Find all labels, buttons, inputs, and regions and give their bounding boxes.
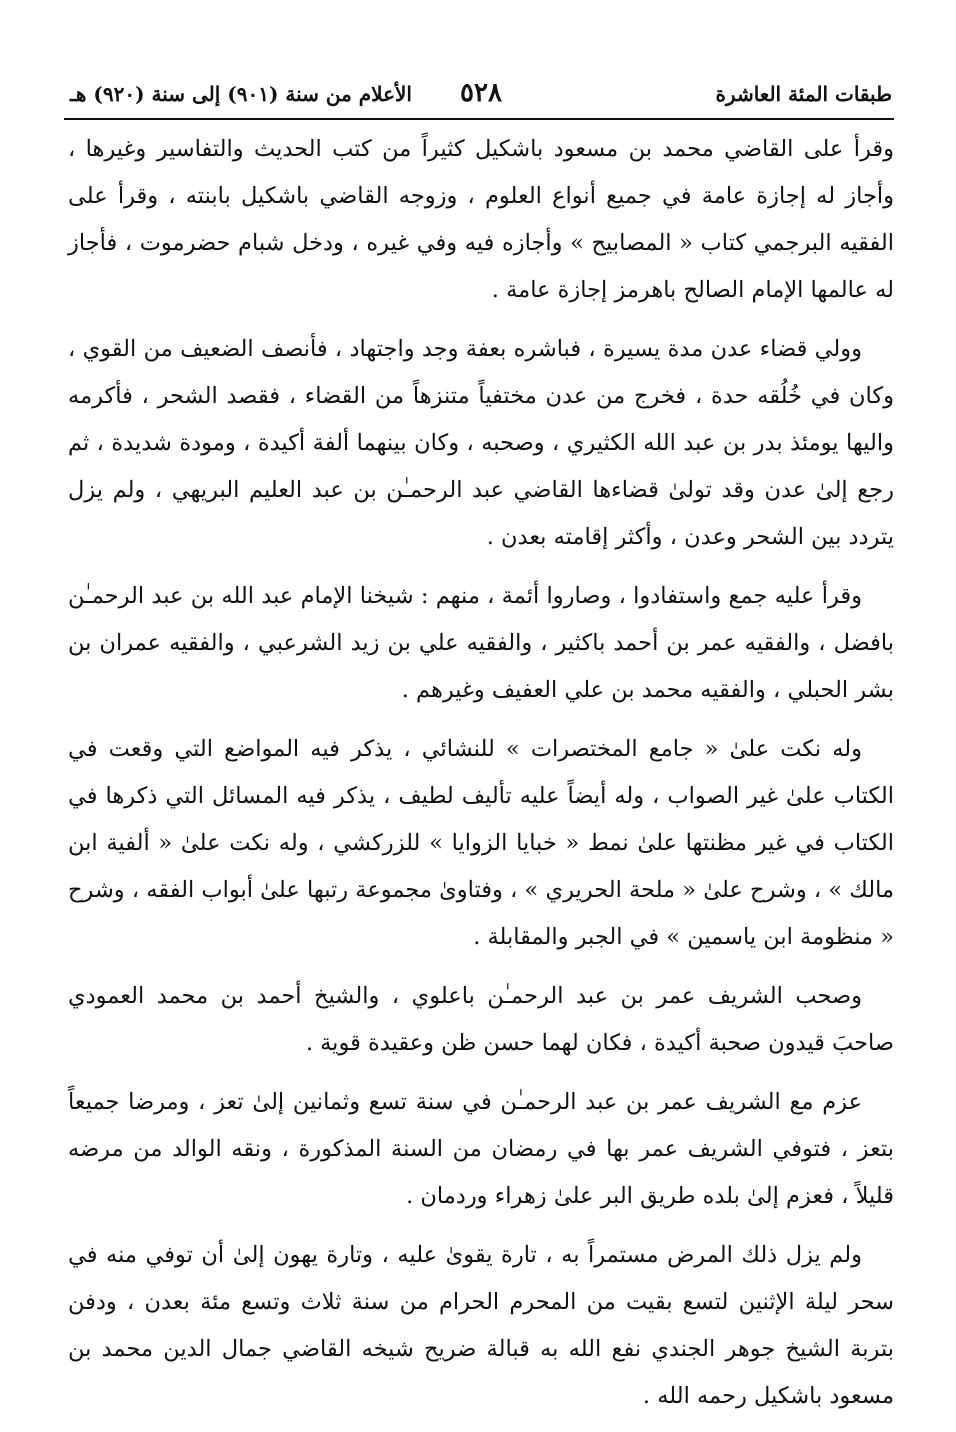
running-header	[70, 78, 892, 114]
paragraph: وقرأ على القاضي محمد بن مسعود باشكيل كثيراً من كتب الحديث والتفاسير وغيرها ، وأجاز له إجازة عامة في جميع أنواع العلوم ، وزوجه القاضي باشكيل بابنته ، وقرأ على الفقيه البرجمي كتاب « المصابيح » وأجازه فيه وفي غيره ، ودخل شبام حضرموت ، فأجاز له عالمها الإمام الصالح باهرمز إجازة عامة .	[68, 136, 894, 303]
book-title: طبقات المئة العاشرة	[715, 82, 892, 106]
paragraph: ولم يزل ذلك المرض مستمراً به ، تارة يقوىٰ عليه ، وتارة يهون إلىٰ أن توفي منه في سحر ليلة الإثنين لتسع بقيت من المحرم الحرام من سنة ثلاث وتسع مئة بعدن ، ودفن بتربة الشيخ جوهر الجندي نفع الله به قبالة ضريح شيخه القاضي جمال الدين محمد بن مسعود باشكيل رحمه الله .	[68, 1242, 894, 1409]
paragraph: عزم مع الشريف عمر بن عبد الرحمـٰن في سنة تسع وثمانين إلىٰ تعز ، ومرضا جميعاً بتعز ، فتوفي الشريف عمر بها في رمضان من السنة المذكورة ، ونقه الوالد من مرضه قليلاً ، فعزم إلىٰ بلده طريق البر علىٰ زهراء وردمان .	[68, 1089, 894, 1209]
header-divider	[64, 118, 894, 120]
paragraph: وله نكت علىٰ « جامع المختصرات » للنشائي ، يذكر فيه المواضع التي وقعت في الكتاب علىٰ غير الصواب ، وله أيضاً عليه تأليف لطيف ، يذكر فيه المسائل التي ذكرها في الكتاب في غير مظنتها علىٰ نمط « خبايا الزوايا » للزركشي ، وله نكت علىٰ « ألفية ابن مالك » ، وشرح علىٰ « ملحة الحريري » ، وفتاوىٰ مجموعة رتبها علىٰ أبواب الفقه ، وشرح « منظومة ابن ياسمين » في الجبر والمقابلة .	[68, 736, 894, 950]
paragraph: وصحب الشريف عمر بن عبد الرحمـٰن باعلوي ، والشيخ أحمد بن محمد العمودي صاحبَ قيدون صحبة أكيدة ، فكان لهما حسن ظن وعقيدة قوية .	[68, 983, 894, 1056]
page-number: ٥٢٨	[460, 78, 502, 108]
paragraph: وقرأ عليه جمع واستفادوا ، وصاروا أئمة ، منهم : شيخنا الإمام عبد الله بن عبد الرحمـٰن بافضل ، والفقيه عمر بن أحمد باكثير ، والفقيه علي بن زيد الشرعبي ، والفقيه عمران بن بشر الحبلي ، والفقيه محمد بن علي العفيف وغيرهم .	[68, 583, 894, 703]
section-title: الأعلام من سنة (٩٠١) إلى سنة (٩٢٠) هـ	[70, 82, 412, 106]
page-body	[68, 126, 894, 1432]
paragraph: وولي قضاء عدن مدة يسيرة ، فباشره بعفة وجد واجتهاد ، فأنصف الضعيف من القوي ، وكان في خُلُقه حدة ، فخرج من عدن مختفياً متنزهاً من القضاء ، فقصد الشحر ، فأكرمه واليها يومئذ بدر بن عبد الله الكثيري ، وصحبه ، وكان بينهما ألفة أكيدة ، ومودة شديدة ، ثم رجع إلىٰ عدن وقد تولىٰ قضاءها القاضي عبد الرحمـٰن بن عبد العليم البريهي ، ولم يزل يتردد بين الشحر وعدن ، وأكثر إقامته بعدن .	[68, 336, 894, 550]
